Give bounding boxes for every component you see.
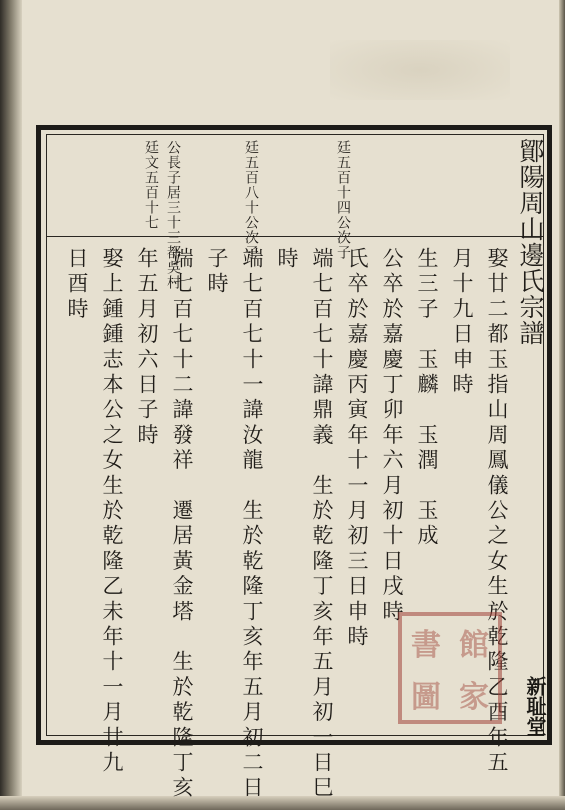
- header-note-col-b: 公長子居三十三都吳村: [165, 140, 181, 290]
- text-column: 端七百七十一諱汝龍 生於乾隆丁亥年五月初二日: [240, 247, 264, 802]
- header-note: 廷五百十四公次子: [335, 140, 351, 260]
- seal-char: 家: [459, 680, 489, 715]
- seal-char: 圖: [411, 680, 441, 715]
- text-column: 端七百七十二諱發祥 遷居黃金塔 生於乾隆丁亥: [170, 247, 194, 802]
- text-column: 月十九日申時: [450, 247, 474, 399]
- binding-shadow: [0, 0, 22, 810]
- header-note-col-a: 廷文五百十七: [143, 140, 159, 230]
- header-note: 廷五百八十公次子: [243, 140, 259, 260]
- text-column: 公卒於嘉慶丁卯年六月初十日戌時: [380, 247, 404, 625]
- header-divider: [46, 236, 544, 237]
- text-column: 時: [275, 247, 299, 273]
- text-column: 日酉時: [65, 247, 89, 323]
- page-edge: [559, 0, 565, 810]
- library-seal-stamp: [398, 612, 502, 724]
- seal-char: 書: [411, 628, 441, 663]
- text-column: 生三子 玉麟 玉潤 玉成: [415, 247, 439, 550]
- paper-stain: [330, 40, 510, 100]
- text-column: 氏卒於嘉慶丙寅年十一月初三日申時: [345, 247, 369, 651]
- book-title-column: 鄮陽周山邊氏宗譜: [516, 138, 545, 346]
- text-column: 年五月初六日子時: [135, 247, 159, 449]
- hall-name: 新耻堂: [523, 676, 547, 736]
- text-column: 子時: [205, 247, 229, 298]
- seal-char: 館: [459, 628, 489, 663]
- text-column: 端七百七十諱鼎義 生於乾隆丁亥年五月初一日巳: [310, 247, 334, 802]
- text-column: 娶廿二都玉指山周鳳儀公之女生於乾隆乙酉年五: [485, 247, 509, 777]
- bottom-edge: [0, 796, 565, 810]
- text-column: 娶上鍾鍾志本公之女生於乾隆乙未年十一月廿九: [100, 247, 124, 777]
